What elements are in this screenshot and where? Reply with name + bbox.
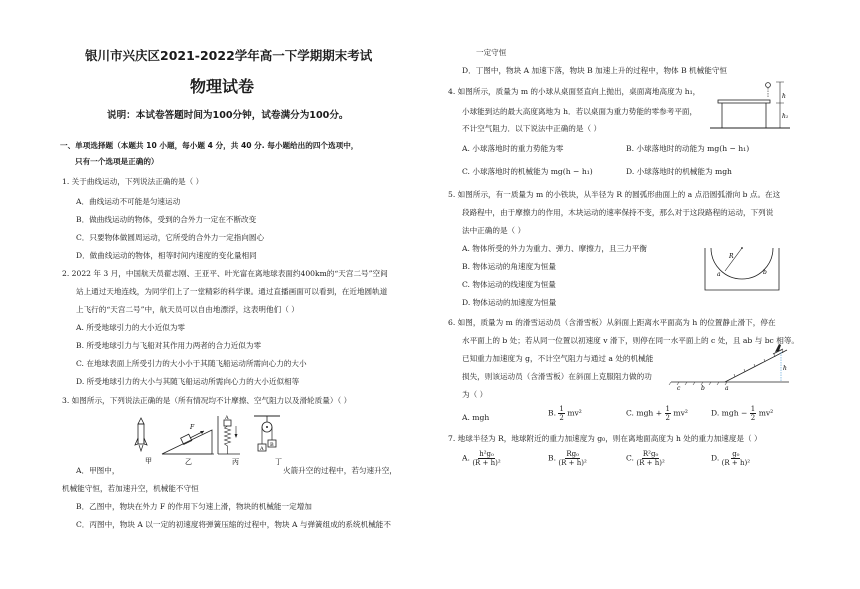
section-heading: 一、单项选择题（本题共 10 小题，每小题 4 分，共 40 分. 每小题给出的四个选项中， [60,141,359,150]
q3-option-a: A．甲图中， [76,466,120,475]
q7-option-b: B. $\frac{\text{Rg₀}}{\text{(R + h)²}}$ [548,450,587,467]
q7-option-a: A. $\frac{\text{h²g₀}}{\text{(R + h)²}}$ [462,450,501,467]
section-heading-cont: 只有一个选项是正确的） [75,157,159,166]
label-R: R [729,253,734,260]
q6-stem-4: 损失，则该运动员（含滑雪板）在斜面上克服阻力做的功 [462,372,652,381]
q7-option-c: C. $\frac{\text{R²g₀}}{\text{(R + h)²}}$ [626,450,665,467]
q6-stem-1: 6. 如图，质量为 m 的滑雪运动员（含滑雪板）从斜面上距离水平面高为 h 的位置静止滑下，停在 [448,318,776,327]
q5-stem-1: 5. 如图所示，有一质量为 m 的小铁块，从半径为 R 的圆弧形曲面上的 a 点沿圆弧滑向 b 点。在这 [448,190,781,199]
q5-option-a: A. 物体所受的外力为重力、弹力、摩擦力，且三力平衡 [462,244,647,253]
q7-option-d: D. $\frac{\text{g₀}}{\text{(R + h)²}}$ [711,450,751,467]
q4-option-a: A. 小球落地时的重力势能为零 [462,144,564,153]
q4-figure [710,76,790,134]
incline-figure [162,430,214,454]
q3-stem: 3. 如图所示，下列说法正确的是（所有情况均不计摩擦、空气阻力以及滑轮质量）（ ） [62,396,352,405]
q1-stem: 1. 关于曲线运动，下列说法正确的是（ ） [62,177,204,186]
q3-option-d: D．丁图中，物块 A 加速下落，物块 B 加速上升的过程中，物体 B 机械能守恒 [462,66,728,75]
subject-title: 物理试卷 [190,77,255,96]
q2-stem-1: 2. 2022 年 3 月，中国航天员翟志刚、王亚平、叶光富在离地球表面约400km的“天宫二号”空间 [62,269,388,278]
label-jia: 甲 [145,457,152,465]
instructions: 说明：本试卷答题时间为100分钟，试卷满分为100分。 [107,110,349,121]
q4-stem-3: 不计空气阻力．以下说法中正确的是（ ） [462,124,602,133]
q2-option-d: D. 所受地球引力的大小与其随飞船运动所需向心力的大小近似相等 [76,377,300,386]
exam-title: 银川市兴庆区2021-2022学年高一下学期期末考试 [85,48,373,63]
right-column [448,0,808,589]
q1-option-c: C．只要物体做圆周运动，它所受的合外力一定指向圆心 [76,233,265,242]
q6-stem-2: 水平面上的 b 处；若从同一位置以初速度 v 滑下，则停在同一水平面上的 c 处，且 ab 与 bc 相等。 [462,336,800,345]
q6-option-c: C. mgh + $\frac{1}{2}$ mv² [626,405,688,422]
q4-option-d: D. 小球落地时的机械能为 mgh [626,167,732,176]
label-bing: 丙 [232,458,239,466]
q4-stem-1: 4. 如图所示，质量为 m 的小球从桌面竖直向上抛出，桌面离地高度为 h₁， [448,87,701,96]
q3-option-a-cont: 机械能守恒，若加速升空，机械能不守恒 [62,484,199,493]
q3-option-a-tail: 火箭升空的过程中，若匀速升空， [283,466,397,475]
q2-option-a: A. 所受地球引力的大小近似为零 [76,323,186,332]
q4-option-c: C. 小球落地时的机械能为 mg(h − h₁) [462,167,593,176]
q5-option-d: D. 物体运动的加速度为恒量 [462,298,557,307]
q1-option-d: D．做曲线运动的物体，相等时间内速度的变化量相同 [76,251,257,260]
q1-option-a: A．曲线运动不可能是匀速运动 [76,197,181,206]
label-h: h [782,93,786,100]
q5-option-b: B. 物体运动的角速度为恒量 [462,262,556,271]
q7-stem: 7. 地球半径为 R，地球附近的重力加速度为 g₀，则在离地面高度为 h 处的重力加速度是（ ） [448,434,762,443]
q4-stem-2: 小球能到达的最大高度离地为 h．若以桌面为重力势能的零参考平面， [462,107,698,116]
q6-figure [671,338,791,392]
q3-option-c-tail: 一定守恒 [476,48,507,57]
label-b: b [763,269,767,276]
q6-option-a: A. mgh [462,413,490,422]
rocket-figure [135,418,147,451]
q4-option-b: B. 小球落地时的动能为 mg(h − h₁) [626,144,750,153]
q5-stem-2: 段路程中，由于摩擦力的作用，木块运动的速率保持不变，那么对于这段路程的运动，下列说 [462,208,774,217]
label-A-spring: A [225,415,229,421]
q6-stem-5: 为（ ） [462,390,488,399]
label-B-pulley: B [270,442,274,448]
q6-option-b: B. $\frac{1}{2}$ mv² [548,405,582,422]
q5-option-c: C. 物体运动的线速度为恒量 [462,280,556,289]
spring-figure [218,416,240,454]
q3-figure [132,414,327,474]
pulley-figure [254,416,280,451]
label-a-q6: a [725,385,729,392]
q5-stem-3: 法中正确的是（ ） [462,226,526,235]
label-c: c [677,385,681,392]
q5-figure [703,244,781,294]
q3-option-c: C．丙图中，物块 A 以一定的初速度将弹簧压缩的过程中，物块 A 与弹簧组成的系统机械能不 [76,520,391,529]
q6-option-d: D. mgh − $\frac{1}{2}$ mv² [711,405,774,422]
q1-option-b: B．做曲线运动的物体，受到的合外力一定在不断改变 [76,215,257,224]
q3-option-b: B．乙图中，物块在外力 F 的作用下匀速上滑，物块的机械能一定增加 [76,502,312,511]
label-h-q6: h [783,365,787,372]
q2-option-c: C. 在地球表面上所受引力的大小小于其随飞船运动所需向心力的大小 [76,359,307,368]
q2-option-b: B. 所受地球引力与飞船对其作用力两者的合力近似为零 [76,341,262,350]
label-A-pulley: A [260,446,264,452]
q2-stem-2: 站上通过天地连线，为同学们上了一堂精彩的科学课。通过直播画面可以看到，在近地圆轨道 [76,287,388,296]
left-column [62,0,417,589]
label-b-q6: b [701,385,705,392]
label-ding: 丁 [275,458,282,466]
label-yi: 乙 [185,458,192,466]
q2-stem-3: 上飞行的“天宫二号”中，航天员可以自由地漂浮，这表明他们（ ） [76,305,299,314]
q6-stem-3: 已知重力加速度为 g，不计空气阻力与通过 a 处的机械能 [462,354,654,363]
label-a: a [717,271,721,278]
label-F: F [190,424,195,431]
label-h1: h₁ [782,113,789,120]
